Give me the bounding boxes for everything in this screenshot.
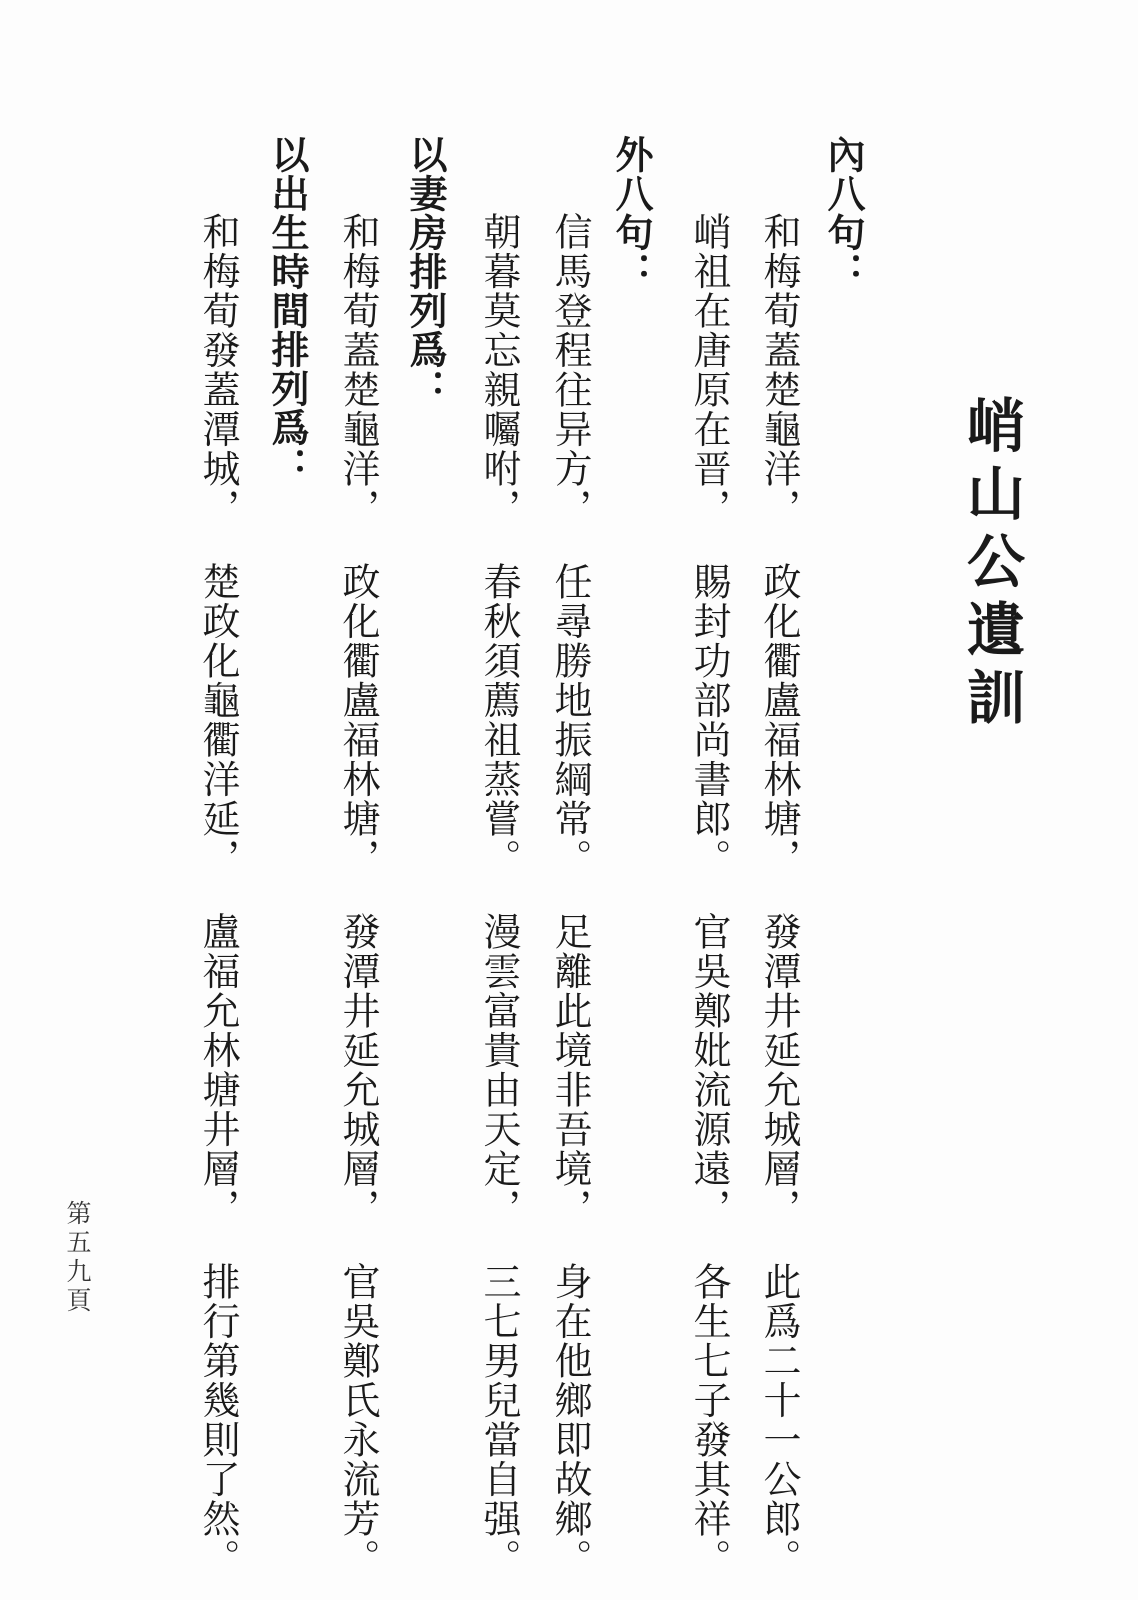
verse-phrase: 政化衢盧福林塘， bbox=[336, 562, 380, 878]
section-heading-wife-order: 以妻房排列爲： bbox=[403, 135, 447, 408]
verse-phrase: 朝暮莫忘親囑咐， bbox=[477, 212, 521, 528]
page-number: 第五九頁 bbox=[63, 1200, 92, 1316]
verse-phrase: 排行第幾則了然。 bbox=[196, 1262, 240, 1578]
verse-line bbox=[545, 212, 592, 1578]
verse-phrase: 賜封功部尚書郎。 bbox=[687, 562, 731, 878]
verse-phrase: 楚政化龜衢洋延， bbox=[196, 562, 240, 878]
verse-line bbox=[474, 212, 521, 1578]
verse-phrase: 此爲二十一公郎。 bbox=[757, 1262, 801, 1578]
verse-phrase: 發潭井延允城層， bbox=[757, 912, 801, 1228]
verse-phrase: 信馬登程往异方， bbox=[548, 212, 592, 528]
verse-phrase: 政化衢盧福林塘， bbox=[757, 562, 801, 878]
verse-phrase: 盧福允林塘井層， bbox=[196, 912, 240, 1228]
section-heading-outer: 外八句： bbox=[609, 135, 653, 291]
verse-phrase: 峭祖在唐原在晋， bbox=[687, 212, 731, 528]
verse-phrase: 身在他鄉即故鄉。 bbox=[548, 1262, 592, 1578]
verse-phrase: 官吳鄭妣流源遠， bbox=[687, 912, 731, 1228]
document-title: 峭山公遺訓 bbox=[957, 395, 1025, 735]
verse-phrase: 三七男兒當自强。 bbox=[477, 1262, 521, 1578]
verse-phrase: 任尋勝地振綱常。 bbox=[548, 562, 592, 878]
section-heading-inner: 內八句： bbox=[821, 135, 865, 291]
verse-phrase: 發潭井延允城層， bbox=[336, 912, 380, 1228]
verse-phrase: 各生七子發其祥。 bbox=[687, 1262, 731, 1578]
section-heading-birth-order: 以出生時間排列爲： bbox=[265, 135, 309, 486]
verse-line bbox=[333, 212, 380, 1578]
verse-phrase: 足離此境非吾境， bbox=[548, 912, 592, 1228]
verse-phrase: 和梅荀發蓋潭城， bbox=[196, 212, 240, 528]
verse-phrase: 漫雲富貴由天定， bbox=[477, 912, 521, 1228]
verse-line bbox=[193, 212, 240, 1578]
verse-phrase: 和梅荀蓋楚龜洋， bbox=[336, 212, 380, 528]
verse-phrase: 官吳鄭氏永流芳。 bbox=[336, 1262, 380, 1578]
verse-line bbox=[684, 212, 731, 1578]
verse-phrase: 和梅荀蓋楚龜洋， bbox=[757, 212, 801, 528]
verse-line bbox=[754, 212, 801, 1578]
verse-phrase: 春秋須薦祖蒸嘗。 bbox=[477, 562, 521, 878]
